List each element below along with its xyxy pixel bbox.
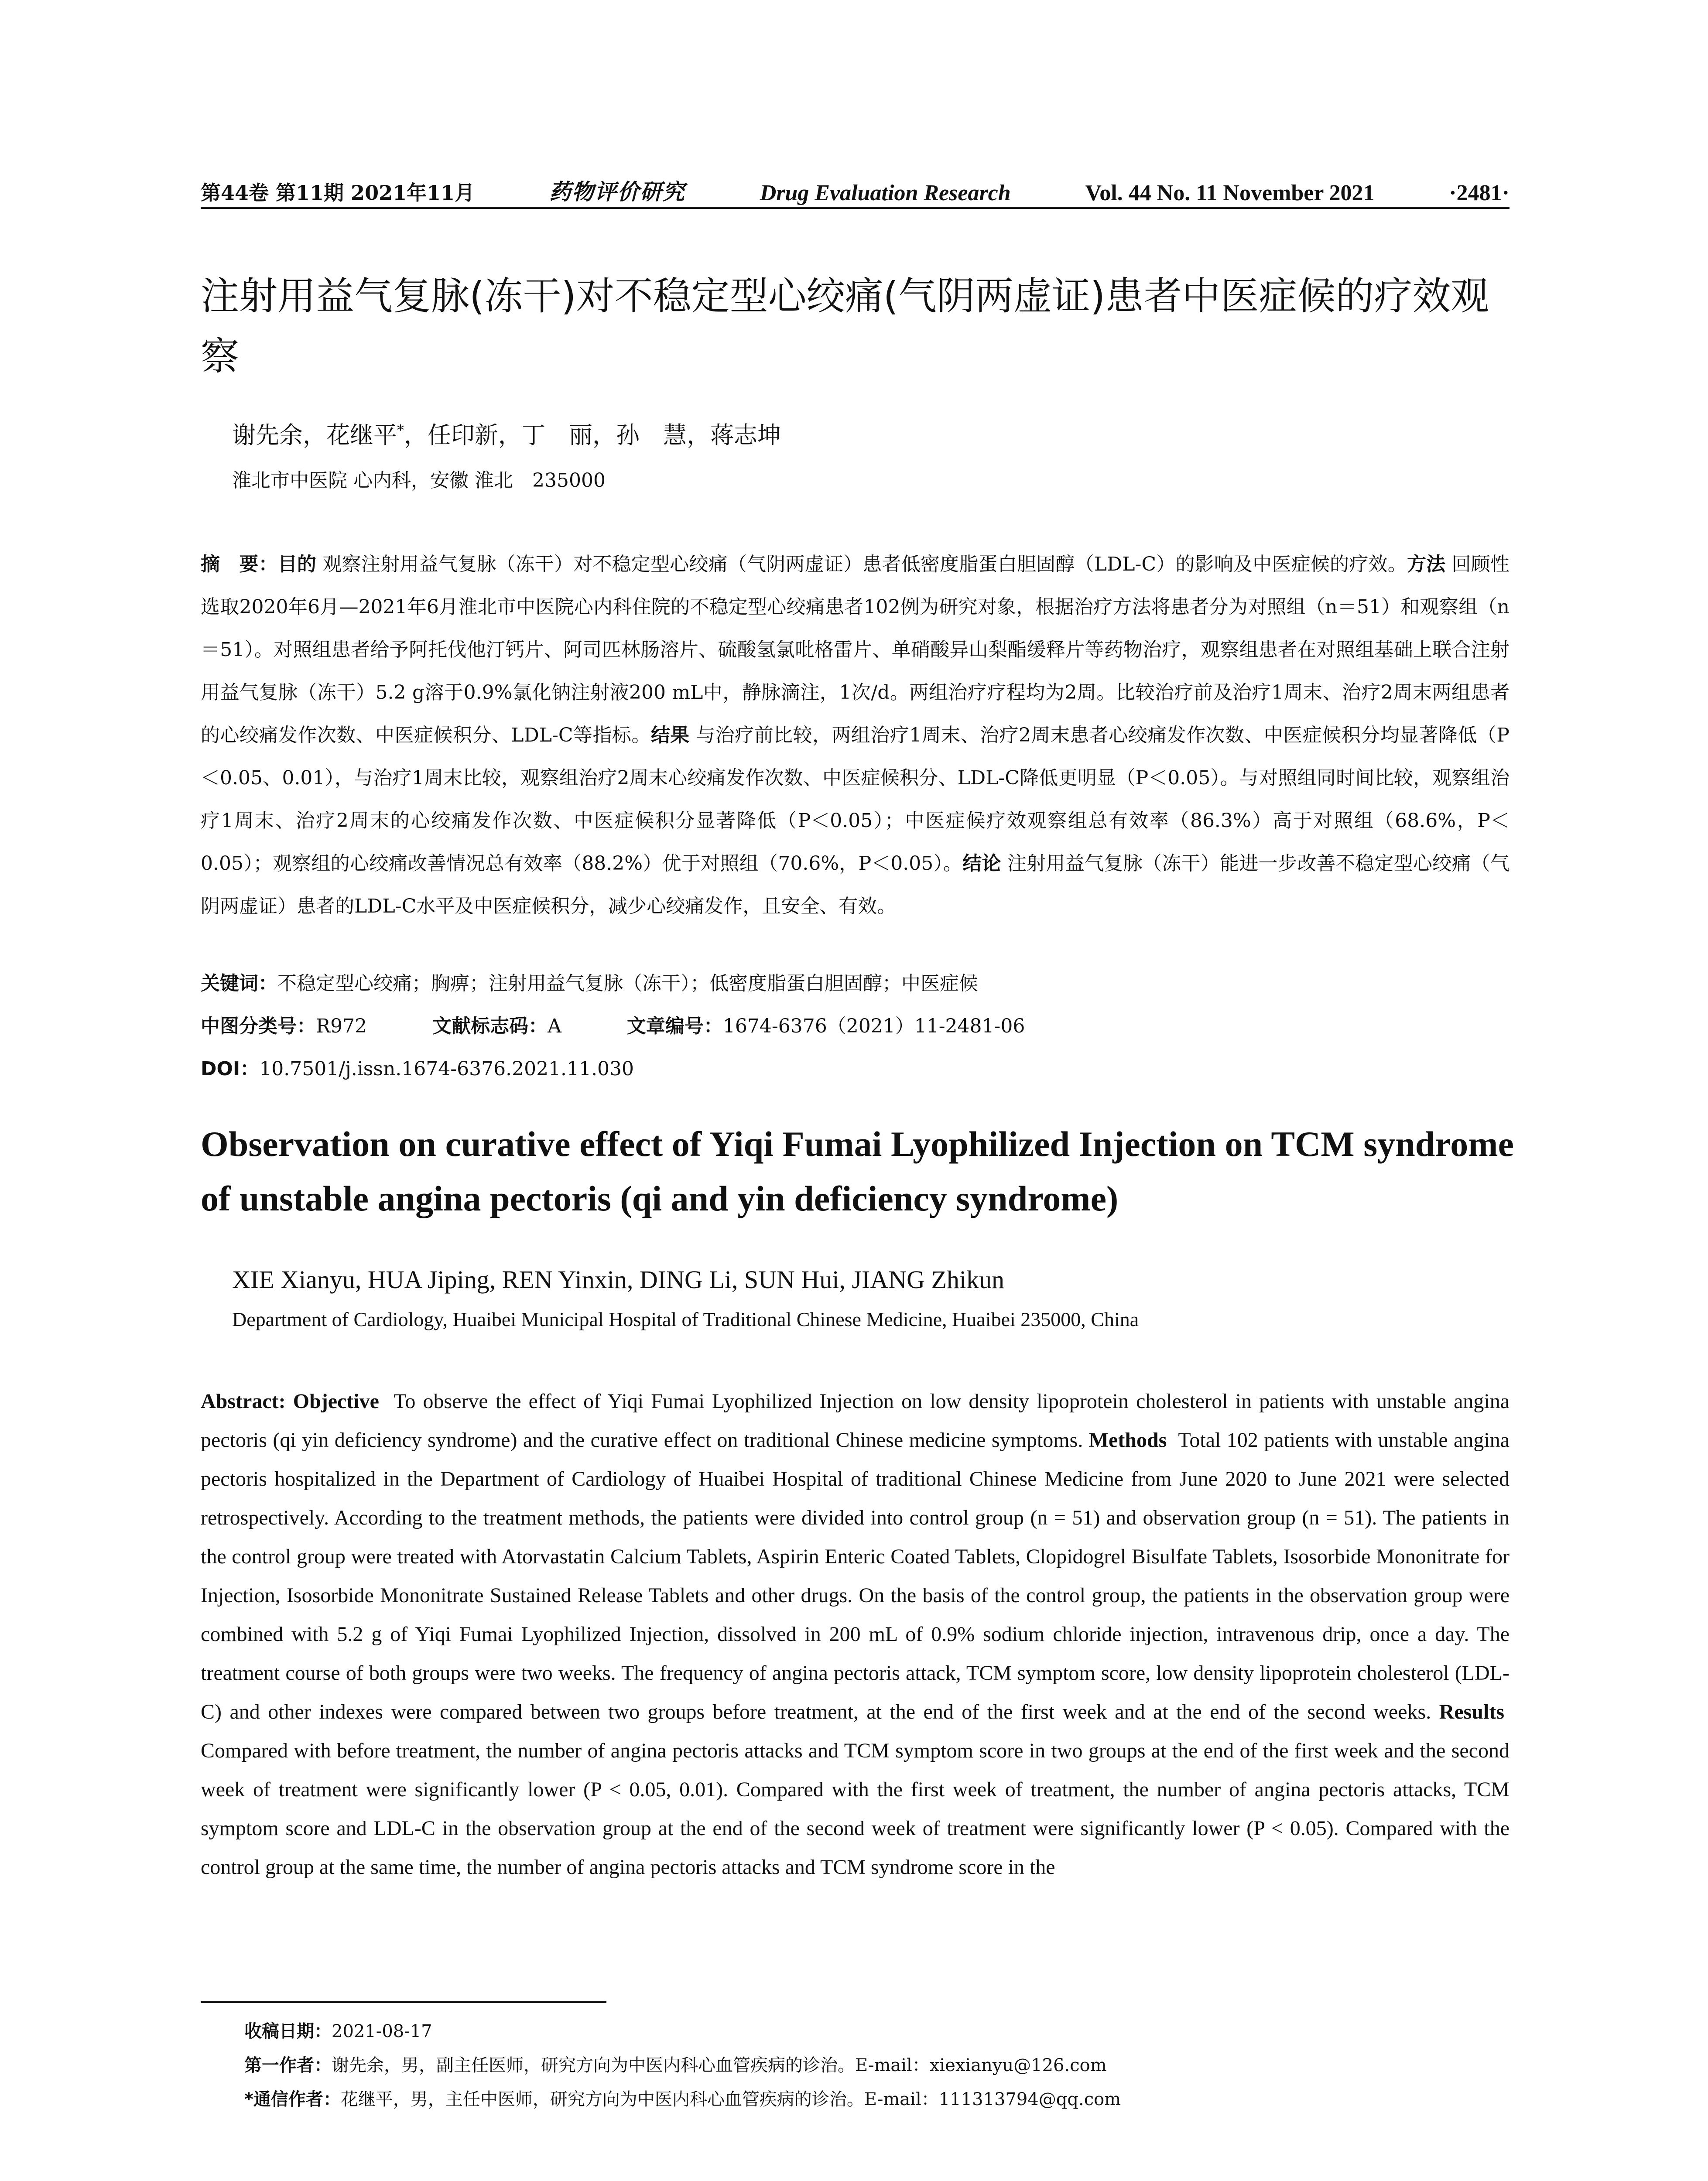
cn-authors-rest: ，任印新，丁 丽，孙 慧，蒋志坤 xyxy=(404,421,781,449)
cn-results-label: 结果 xyxy=(650,724,690,746)
journal-logo-cn: 药物评价研究 xyxy=(549,179,685,205)
cn-abstract xyxy=(201,543,1509,928)
footnotes xyxy=(244,2014,1121,2116)
corresponding-label: *通信作者： xyxy=(244,2089,341,2109)
cn-results-text: 与治疗前比较，两组治疗1周末、治疗2周末患者心绞痛发作次数、中医症候积分均显著降低（P＜0.05、0.01），与治疗1周末比较，观察组治疗2周末心绞痛发作次数、中医症候积分、LDL-C降低更明显（P＜0.05）。与对照组同时间比较，观察组治疗1周末、治疗2周末的心绞痛发作次数、中医症候积分显著降低（P＜0.05）；中医症候疗效观察组总有效率（86.3%）高于对照组（68.6%，P＜0.05）；观察组的心绞痛改善情况总有效率（88.2%）优于对照组（70.6%，P＜0.05）。 xyxy=(201,724,1509,875)
cn-objective-text: 观察注射用益气复脉（冻干）对不稳定型心绞痛（气阴两虚证）患者低密度脂蛋白胆固醇（LDL-C）的影响及中医症候的疗效。 xyxy=(322,553,1407,575)
clc-value: R972 xyxy=(316,1015,367,1037)
page-number: ·2481· xyxy=(1449,181,1509,205)
footnote-first-author xyxy=(244,2048,1121,2082)
footnote-rule xyxy=(201,2001,606,2003)
en-methods-label: Methods xyxy=(1088,1429,1167,1452)
cn-title: 注射用益气复脉(冻干)对不稳定型心绞痛(气阴两虚证)患者中医症候的疗效观察 xyxy=(201,273,1489,379)
doi-label: DOI： xyxy=(201,1058,260,1080)
en-objective-text: To observe the effect of Yiqi Fumai Lyophilized Injection on low density lipoprotein cholesterol in patients with unstable angina pectoris (qi yin deficiency syndrome) and the curative effect on traditional Chinese medicine symptoms. xyxy=(201,1390,1510,1452)
header-volume: Vol. 44 No. 11 November 2021 xyxy=(1085,181,1375,205)
en-methods-text: Total 102 patients with unstable angina pectoris hospitalized in the Department of Cardiology of Huaibei Hospital of traditional Chinese Medicine from June 2020 to June 2021 were selected retrospectively. According to the treatment methods, the patients were divided into control group (n = 51) and observation group (n = 51). The patients in the control group were treated with Atorvastatin Calcium Tablets, Aspirin Enteric Coated Tablets, Clopidogrel Bisulfate Tablets, Isosorbide Mononitrate for Injection, Isosorbide Mononitrate Sustained Release Tablets and other drugs. On the basis of the control group, the patients in the observation group were combined with 5.2 g of Yiqi Fumai Lyophilized Injection, dissolved in 200 mL of 0.9% sodium chloride injection, intravenous drip, once a day. The treatment course of both groups were two weeks. The frequency of angina pectoris attack, TCM symptom score, low density lipoprotein cholesterol (LDL-C) and other indexes were compared between two groups before treatment, at the end of the first week and at the end of the second weeks. xyxy=(201,1429,1509,1723)
doi-value: 10.7501/j.issn.1674-6376.2021.11.030 xyxy=(259,1058,634,1080)
en-abstract xyxy=(201,1382,1509,1887)
cn-authors xyxy=(232,417,781,450)
cn-classification xyxy=(201,1010,1025,1038)
journal-name-en: Drug Evaluation Research xyxy=(760,181,1011,205)
doc-code-value: A xyxy=(548,1015,561,1037)
cn-methods-text: 回顾性选取2020年6月—2021年6月淮北市中医院心内科住院的不稳定型心绞痛患者102例为研究对象，根据治疗方法将患者分为对照组（n＝51）和观察组（n＝51）。对照组患者给予阿托伐他汀钙片、阿司匹林肠溶片、硫酸氢氯吡格雷片、单硝酸异山梨酯缓释片等药物治疗，观察组患者在对照组基础上联合注射用益气复脉（冻干）5.2 g溶于0.9%氯化钠注射液200 mL中，静脉滴注，1次/d。两组治疗疗程均为2周。比较治疗前及治疗1周末、治疗2周末两组患者的心绞痛发作次数、中医症候积分、LDL-C等指标。 xyxy=(201,553,1510,746)
footnote-corresponding xyxy=(244,2082,1121,2116)
en-authors: XIE Xianyu, HUA Jiping, REN Yinxin, DING Li, SUN Hui, JIANG Zhikun xyxy=(232,1265,1005,1294)
running-header xyxy=(201,167,1509,206)
cn-conclusion-text: 注射用益气复脉（冻干）能进一步改善不稳定型心绞痛（气阴两虚证）患者的LDL-C水平及中医症候积分，减少心绞痛发作，且安全、有效。 xyxy=(201,852,1510,917)
corresponding-text: 花继平，男，主任中医师，研究方向为中医内科心血管疾病的诊治。E-mail：111313794@qq.com xyxy=(340,2089,1121,2109)
en-title: Observation on curative effect of Yiqi Fumai Lyophilized Injection on TCM syndrome of unstable angina pectoris (qi and yin deficiency syndrome) xyxy=(201,1124,1514,1218)
en-affiliation: Department of Cardiology, Huaibei Municipal Hospital of Traditional Chinese Medicine, Huaibei 235000, China xyxy=(232,1308,1139,1330)
cn-affiliation: 淮北市中医院 心内科，安徽 淮北 235000 xyxy=(232,469,606,492)
footnote-received xyxy=(244,2014,1121,2048)
cn-abstract-label: 摘 要： xyxy=(201,553,278,575)
cn-keywords xyxy=(201,967,978,995)
received-date: 2021-08-17 xyxy=(332,2021,432,2041)
keywords-label: 关键词： xyxy=(201,972,277,995)
header-rule xyxy=(201,207,1509,209)
en-objective-label: Objective xyxy=(293,1390,379,1413)
article-no-label: 文章编号： xyxy=(626,1015,723,1037)
header-issue-cn: 第44卷 第11期 2021年11月 xyxy=(201,181,475,205)
cn-methods-label: 方法 xyxy=(1407,553,1446,575)
cn-authors-first: 谢先余，花继平 xyxy=(232,421,397,449)
en-results-label: Results xyxy=(1439,1700,1504,1723)
corresponding-mark: * xyxy=(397,422,404,438)
doc-code-label: 文献标志码： xyxy=(432,1015,548,1037)
en-results-text: Compared with before treatment, the number of angina pectoris attacks and TCM symptom score in two groups at the end of the first week and the second week of treatment were significantly lower (P < 0.05, 0.01). Compared with the first week of treatment, the number of angina pectoris attacks, TCM symptom score and LDL-C in the observation group at the end of the second week of treatment were significantly lower (P < 0.05). Compared with the control group at the same time, the number of angina pectoris attacks and TCM syndrome score in the xyxy=(201,1739,1509,1879)
keywords-text: 不稳定型心绞痛；胸痹；注射用益气复脉（冻干）；低密度脂蛋白胆固醇；中医症候 xyxy=(277,972,978,995)
article-no-value: 1674-6376（2021）11-2481-06 xyxy=(722,1015,1025,1037)
first-author-text: 谢先余，男，副主任医师，研究方向为中医内科心血管疾病的诊治。E-mail：xiexianyu@126.com xyxy=(332,2055,1107,2075)
first-author-label: 第一作者： xyxy=(244,2055,332,2075)
cn-objective-label: 目的 xyxy=(277,553,317,575)
clc-label: 中图分类号： xyxy=(201,1015,316,1037)
en-abstract-label: Abstract: xyxy=(201,1390,286,1413)
received-label: 收稿日期： xyxy=(244,2021,332,2041)
cn-doi xyxy=(201,1053,634,1081)
cn-conclusion-label: 结论 xyxy=(962,852,1001,875)
